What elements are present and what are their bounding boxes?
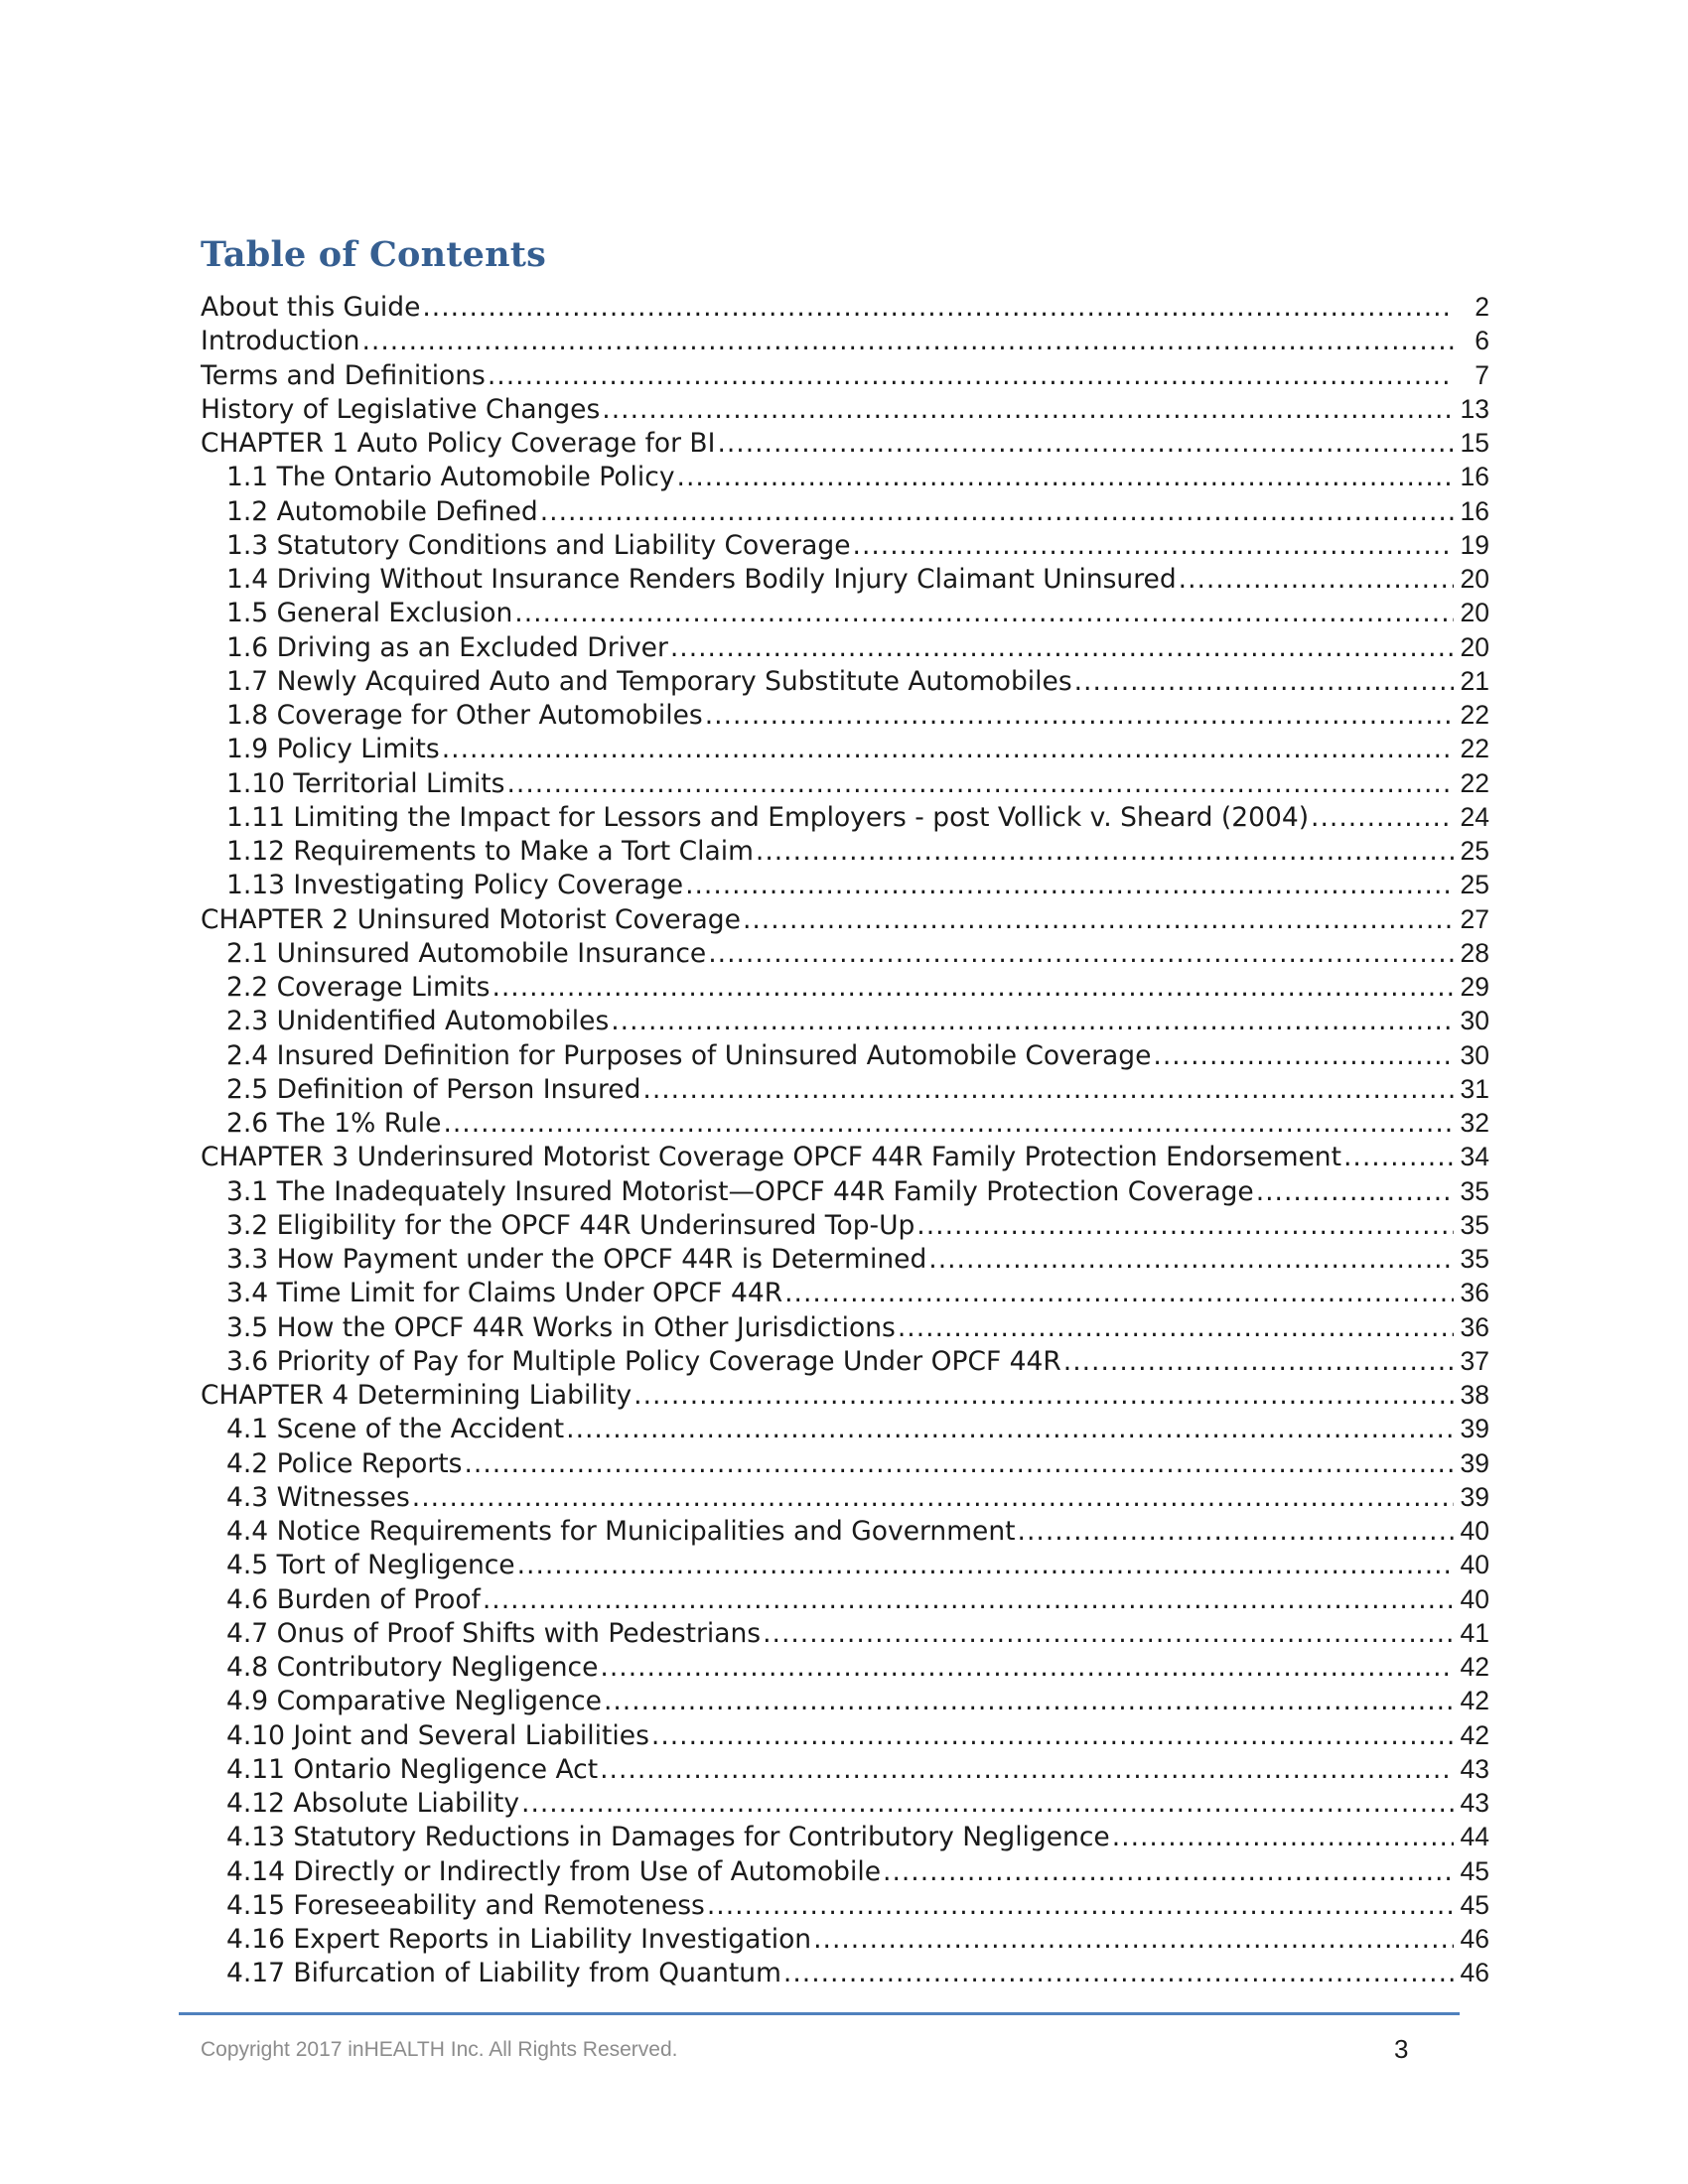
toc-subsection-entry[interactable] [201,1888,1489,1922]
toc-entry-page-number: 28 [1460,937,1489,968]
footer-divider [179,2012,1460,2015]
toc-entry-label: CHAPTER 4 Determining Liability [201,1380,633,1411]
toc-subsection-entry[interactable] [201,1718,1489,1752]
toc-entry-label: 1.1 The Ontario Automobile Policy [226,462,675,493]
toc-entry-page-number: 42 [1460,1686,1489,1716]
toc-entry-label: 1.7 Newly Acquired Auto and Temporary Substitute Automobiles [226,665,1072,697]
toc-dot-leader [685,869,1454,901]
toc-subsection-entry[interactable] [201,1344,1489,1378]
toc-entry-page-number: 37 [1460,1345,1489,1376]
toc-subsection-entry[interactable] [201,1650,1489,1684]
toc-section-entry[interactable] [201,324,1489,357]
toc-dot-leader [756,835,1454,868]
toc-dot-leader [633,1379,1454,1412]
toc-entry-page-number: 35 [1460,1209,1489,1240]
toc-dot-leader [1256,1175,1454,1208]
toc-entry-label: 2.5 Definition of Person Insured [226,1073,641,1105]
toc-subsection-entry[interactable] [201,562,1489,596]
toc-entry-label: 1.11 Limiting the Impact for Lessors and Employers - post Vollick v. Sheard (2004) [226,801,1310,833]
toc-subsection-entry[interactable] [201,1514,1489,1548]
toc-subsection-entry[interactable] [201,1310,1489,1344]
toc-entry-page-number: 34 [1460,1142,1489,1172]
toc-dot-leader [705,699,1454,732]
toc-entry-page-number: 32 [1460,1108,1489,1138]
toc-dot-leader [813,1923,1454,1956]
toc-entry-label: 1.12 Requirements to Make a Tort Claim [226,836,754,867]
toc-section-entry[interactable] [201,1378,1489,1412]
toc-entry-page-number: 31 [1460,1073,1489,1104]
toc-entry-page-number: 36 [1460,1311,1489,1342]
toc-subsection-entry[interactable] [201,1922,1489,1956]
toc-entry-page-number: 20 [1460,598,1489,628]
toc-entry-page-number: 30 [1460,1039,1489,1070]
toc-entry-page-number: 22 [1460,767,1489,798]
toc-dot-leader [916,1209,1454,1242]
toc-entry-label: 3.4 Time Limit for Claims Under OPCF 44R [226,1278,783,1309]
toc-dot-leader [1074,665,1454,698]
toc-subsection-entry[interactable] [201,800,1489,834]
toc-entry-page-number: 39 [1460,1414,1489,1444]
toc-subsection-entry[interactable] [201,834,1489,868]
toc-entry-label: 2.4 Insured Definition for Purposes of Uninsured Automobile Coverage [226,1039,1152,1071]
footer-copyright: Copyright 2017 inHEALTH Inc. All Rights Reserved. [201,2038,678,2061]
toc-entry-page-number: 19 [1460,529,1489,560]
toc-subsection-entry[interactable] [201,1480,1489,1514]
toc-dot-leader [412,1481,1454,1514]
toc-subsection-entry[interactable] [201,732,1489,765]
toc-subsection-entry[interactable] [201,1786,1489,1820]
toc-dot-leader [651,1719,1454,1752]
toc-dot-leader [1311,801,1454,834]
toc-dot-leader [507,767,1455,800]
toc-subsection-entry[interactable] [201,1820,1489,1853]
toc-entry-label: 1.8 Coverage for Other Automobiles [226,700,703,731]
toc-entry-label: 4.16 Expert Reports in Liability Investigation [226,1924,812,1955]
toc-dot-leader [604,1685,1454,1717]
toc-subsection-entry[interactable] [201,868,1489,901]
toc-entry-page-number: 41 [1460,1617,1489,1648]
toc-entry-label: 2.6 The 1% Rule [226,1108,442,1139]
toc-entry-page-number: 22 [1460,734,1489,764]
toc-dot-leader [514,597,1454,629]
toc-subsection-entry[interactable] [201,630,1489,664]
toc-entry-page-number: 25 [1460,836,1489,866]
toc-dot-leader [743,903,1454,936]
toc-dot-leader [611,1005,1454,1037]
toc-section-entry[interactable] [201,1140,1489,1173]
toc-dot-leader [600,1651,1454,1684]
toc-entry-label: 4.3 Witnesses [226,1481,410,1513]
toc-subsection-entry[interactable] [201,1582,1489,1616]
toc-subsection-entry[interactable] [201,1038,1489,1072]
toc-dot-leader [1112,1821,1454,1853]
toc-dot-leader [465,1447,1455,1480]
toc-entry-label: 1.6 Driving as an Excluded Driver [226,631,668,663]
toc-entry-label: 4.10 Joint and Several Liabilities [226,1719,649,1751]
toc-entry-label: Introduction [201,326,360,357]
footer-page-number: 3 [1394,2034,1409,2064]
toc-entry-page-number: 46 [1460,1958,1489,1988]
toc-entry-label: 1.4 Driving Without Insurance Renders Bodily Injury Claimant Uninsured [226,564,1177,595]
toc-subsection-entry[interactable] [201,766,1489,800]
toc-subsection-entry[interactable] [201,1854,1489,1888]
toc-entry-label: 1.3 Statutory Conditions and Liability Coverage [226,529,851,561]
toc-dot-leader [853,529,1454,562]
toc-entry-page-number: 20 [1460,631,1489,662]
toc-entry-page-number: 20 [1460,564,1489,594]
toc-entry-page-number: 35 [1460,1175,1489,1206]
toc-dot-leader [708,937,1454,970]
toc-entry-label: 4.11 Ontario Negligence Act [226,1753,599,1785]
toc-entry-label: 3.3 How Payment under the OPCF 44R is Determined [226,1244,927,1275]
toc-section-entry[interactable] [201,290,1489,324]
toc-entry-label: 4.2 Police Reports [226,1447,463,1479]
toc-entry-page-number: 13 [1460,393,1489,424]
toc-entry-page-number: 35 [1460,1244,1489,1274]
toc-entry-page-number: 45 [1460,1855,1489,1886]
toc-dot-leader [707,1889,1454,1922]
toc-entry-label: 1.10 Territorial Limits [226,767,505,799]
toc-entry-label: Terms and Definitions [201,359,486,391]
toc-entry-label: 1.2 Automobile Defined [226,495,538,527]
toc-entry-page-number: 39 [1460,1447,1489,1478]
toc-dot-leader [488,359,1454,392]
toc-dot-leader [602,393,1454,426]
toc-entry-label: CHAPTER 3 Underinsured Motorist Coverage OPCF 44R Family Protection Endorsement [201,1142,1341,1173]
toc-entry-label: 4.4 Notice Requirements for Municipalities and Government [226,1516,1016,1547]
toc-subsection-entry[interactable] [201,664,1489,698]
toc-subsection-entry[interactable] [201,1208,1489,1242]
toc-entry-label: 4.7 Onus of Proof Shifts with Pedestrians [226,1617,762,1649]
toc-entry-page-number: 7 [1475,359,1489,390]
toc-subsection-entry[interactable] [201,1752,1489,1786]
toc-subsection-entry[interactable] [201,596,1489,629]
toc-entry-page-number: 29 [1460,972,1489,1002]
toc-entry-label: 4.13 Statutory Reductions in Damages for Contributory Negligence [226,1822,1110,1853]
toc-dot-leader [517,1549,1454,1581]
toc-entry-page-number: 45 [1460,1889,1489,1920]
toc-entry-page-number: 24 [1460,801,1489,832]
toc-entry-label: 3.2 Eligibility for the OPCF 44R Underinsured Top-Up [226,1209,915,1241]
toc-subsection-entry[interactable] [201,1106,1489,1140]
toc-dot-leader [1179,563,1454,596]
toc-dot-leader [670,631,1454,664]
toc-entry-label: 4.5 Tort of Negligence [226,1550,515,1581]
toc-dot-leader [1343,1141,1454,1173]
toc-dot-leader [1018,1515,1454,1548]
toc-dot-leader [898,1311,1454,1344]
toc-entry-page-number: 21 [1460,665,1489,696]
toc-entry-label: 3.5 How the OPCF 44R Works in Other Jurisdictions [226,1311,896,1343]
toc-dot-leader [521,1787,1454,1820]
toc-subsection-entry[interactable] [201,1548,1489,1581]
toc-entry-label: 4.6 Burden of Proof [226,1583,481,1615]
table-of-contents [201,290,1489,1990]
toc-subsection-entry[interactable] [201,494,1489,528]
toc-entry-page-number: 38 [1460,1380,1489,1410]
toc-subsection-entry[interactable] [201,1242,1489,1276]
toc-entry-label: 4.15 Foreseeability and Remoteness [226,1889,705,1921]
toc-entry-label: 1.9 Policy Limits [226,734,440,765]
toc-entry-label: 1.13 Investigating Policy Coverage [226,870,684,901]
toc-entry-page-number: 44 [1460,1822,1489,1852]
toc-dot-leader [492,971,1454,1004]
toc-dot-leader [883,1855,1454,1888]
toc-section-entry[interactable] [201,392,1489,426]
toc-dot-leader [784,1277,1454,1309]
toc-entry-label: 2.2 Coverage Limits [226,972,491,1003]
toc-entry-page-number: 16 [1460,462,1489,492]
toc-section-entry[interactable] [201,902,1489,936]
toc-subsection-entry[interactable] [201,528,1489,562]
toc-entry-label: About this Guide [201,292,421,323]
toc-dot-leader [1063,1345,1454,1378]
toc-entry-page-number: 15 [1460,428,1489,458]
toc-entry-label: 3.1 The Inadequately Insured Motorist—OPCF 44R Family Protection Coverage [226,1175,1254,1207]
toc-entry-label: 2.1 Uninsured Automobile Insurance [226,937,707,969]
toc-subsection-entry[interactable] [201,1956,1489,1989]
toc-subsection-entry[interactable] [201,970,1489,1004]
toc-dot-leader [763,1617,1454,1650]
toc-entry-label: 4.12 Absolute Liability [226,1788,520,1819]
toc-entry-label: 4.9 Comparative Negligence [226,1686,602,1717]
page-title: Table of Contents [201,234,546,275]
toc-entry-page-number: 25 [1460,870,1489,900]
toc-entry-page-number: 2 [1475,292,1489,322]
toc-dot-leader [483,1583,1454,1616]
toc-entry-label: History of Legislative Changes [201,393,601,425]
toc-dot-leader [783,1957,1454,1989]
toc-entry-page-number: 6 [1475,326,1489,356]
toc-subsection-entry[interactable] [201,1616,1489,1650]
toc-subsection-entry[interactable] [201,698,1489,732]
toc-section-entry[interactable] [201,426,1489,460]
toc-dot-leader [717,427,1454,460]
toc-dot-leader [600,1753,1454,1786]
toc-entry-page-number: 46 [1460,1924,1489,1954]
toc-entry-page-number: 42 [1460,1719,1489,1750]
toc-entry-label: 2.3 Unidentified Automobiles [226,1006,610,1037]
toc-dot-leader [442,733,1454,765]
toc-dot-leader [540,495,1454,528]
toc-entry-label: 4.14 Directly or Indirectly from Use of Automobile [226,1855,882,1887]
toc-dot-leader [642,1073,1454,1106]
toc-subsection-entry[interactable] [201,460,1489,493]
toc-entry-page-number: 27 [1460,903,1489,934]
toc-entry-label: 1.5 General Exclusion [226,598,513,629]
toc-entry-label: 4.1 Scene of the Accident [226,1414,565,1445]
toc-entry-page-number: 39 [1460,1481,1489,1512]
toc-subsection-entry[interactable] [201,1174,1489,1208]
toc-dot-leader [566,1413,1454,1445]
toc-dot-leader [361,325,1454,357]
toc-entry-label: 4.8 Contributory Negligence [226,1652,599,1683]
toc-entry-page-number: 30 [1460,1006,1489,1036]
toc-section-entry[interactable] [201,358,1489,392]
toc-dot-leader [443,1107,1454,1140]
toc-entry-page-number: 40 [1460,1583,1489,1614]
toc-entry-label: 4.17 Bifurcation of Liability from Quantum [226,1958,781,1989]
toc-dot-leader [422,291,1454,324]
toc-dot-leader [928,1243,1454,1276]
toc-subsection-entry[interactable] [201,1446,1489,1480]
toc-subsection-entry[interactable] [201,1276,1489,1309]
toc-entry-page-number: 40 [1460,1516,1489,1546]
toc-subsection-entry[interactable] [201,1684,1489,1717]
toc-entry-page-number: 43 [1460,1788,1489,1818]
toc-subsection-entry[interactable] [201,1072,1489,1106]
toc-entry-label: CHAPTER 2 Uninsured Motorist Coverage [201,903,741,935]
toc-entry-page-number: 16 [1460,495,1489,526]
toc-entry-page-number: 22 [1460,700,1489,730]
toc-entry-page-number: 42 [1460,1652,1489,1682]
toc-subsection-entry[interactable] [201,1004,1489,1037]
toc-dot-leader [1153,1039,1454,1072]
toc-subsection-entry[interactable] [201,936,1489,970]
toc-subsection-entry[interactable] [201,1412,1489,1445]
toc-entry-page-number: 43 [1460,1753,1489,1784]
toc-entry-label: 3.6 Priority of Pay for Multiple Policy Coverage Under OPCF 44R [226,1345,1061,1377]
toc-entry-page-number: 36 [1460,1278,1489,1308]
toc-entry-page-number: 40 [1460,1550,1489,1580]
toc-entry-label: CHAPTER 1 Auto Policy Coverage for BI [201,428,716,459]
toc-dot-leader [677,461,1454,493]
